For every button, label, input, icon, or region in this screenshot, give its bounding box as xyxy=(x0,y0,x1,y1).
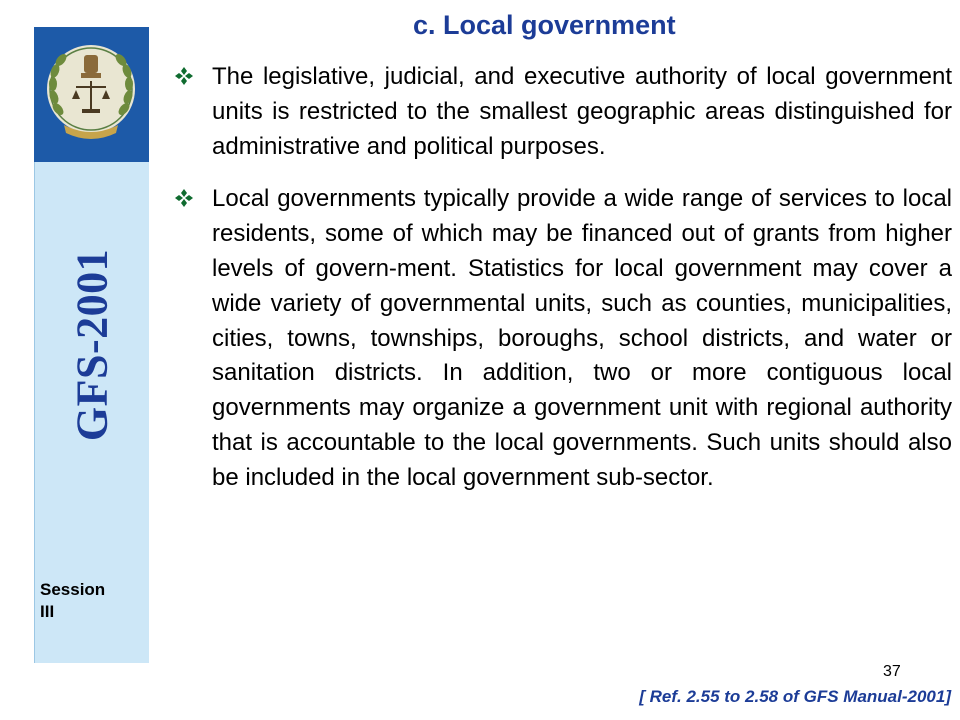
bullet-text: Local governments typically provide a wide range of services to local residents, some of which may be financed out of grants from higher levels of govern-ment. Statistics for local government may cover a wide variety of governmental units, such as counties, municipalities, cities, towns, townships, boroughs, school districts, and water or sanitation districts. In addition, two or more contiguous local governments may organize a government unit with regional authority that is accountable to the local governments. Such units should also be included in the local government sub-sector. xyxy=(212,185,952,491)
ashoka-emblem-seal-icon xyxy=(34,27,149,162)
session-label xyxy=(40,579,145,623)
bullet-list xyxy=(168,60,952,496)
emblem-logo xyxy=(34,27,149,162)
bullet-text: The legislative, judicial, and executive authority of local government units is restricted to the smallest geographic areas distinguished for administrative and political purposes. xyxy=(212,63,952,160)
session-label-line: Session xyxy=(40,580,106,599)
sidebar-divider xyxy=(34,162,35,663)
slide-heading: c. Local government xyxy=(413,10,676,40)
sidebar-title: GFS-2001 xyxy=(67,248,117,442)
bullet-item xyxy=(168,60,952,164)
page-number: 37 xyxy=(883,663,901,680)
session-label-line: III xyxy=(40,602,55,621)
reference-note: [ Ref. 2.55 to 2.58 of GFS Manual-2001] xyxy=(639,687,951,706)
diamond-bullet-icon xyxy=(174,66,194,86)
bullet-item xyxy=(168,182,952,495)
diamond-bullet-icon xyxy=(174,188,194,208)
